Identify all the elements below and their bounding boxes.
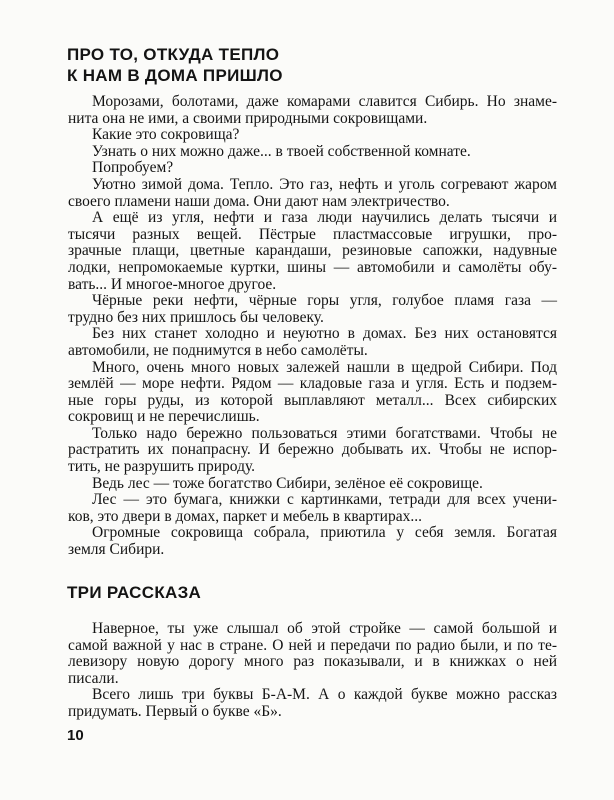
text-line: А ещё из угля, нефти и газа люди научились делать тысячи и [92, 209, 557, 227]
section-heading-1 [67, 44, 283, 86]
text-line: Узнать о них можно даже... в твоей собственной комнате. [92, 142, 471, 160]
paragraph [68, 144, 557, 161]
text-line: растратить их понапрасну. И бережно добывать их. Чтобы не испор- [68, 441, 557, 459]
heading-line: ТРИ РАССКАЗА [67, 583, 202, 602]
paragraph [68, 94, 557, 127]
text-line: Чёрные реки нефти, чёрные горы угля, голубое пламя газа — [92, 292, 557, 310]
text-line: Только надо бережно пользоваться этими богатствами. Чтобы не [92, 424, 557, 442]
paragraph [68, 476, 557, 493]
text-line: Огромные сокровища собрала, приютила у себя земля. Богатая [92, 524, 557, 542]
text-line: тысячи разных вещей. Пёстрые пластмассовые игрушки, про- [68, 225, 557, 243]
text-line: лодки, непромокаемые куртки, шины — автомобили и самолёты обу- [68, 258, 557, 276]
text-line: зрачные плащи, цветные карандаши, резиновые сапожки, надувные [68, 242, 557, 260]
paragraph [68, 492, 557, 525]
text-line: вать... И многое-многое другое. [68, 275, 277, 293]
page-number: 10 [67, 727, 84, 744]
heading-line: К НАМ В ДОМА ПРИШЛО [67, 66, 283, 85]
paragraph [68, 127, 557, 144]
section-1-text [68, 94, 557, 559]
heading-line: ПРО ТО, ОТКУДА ТЕПЛО [67, 45, 280, 64]
text-line: Уютно зимой дома. Тепло. Это газ, нефть и уголь согревают жаром [92, 175, 557, 193]
section-2-text [68, 621, 557, 721]
text-line: сокровищ и не перечислишь. [68, 408, 260, 426]
text-line: своего пламени наши дома. Они дают нам электричество. [68, 192, 450, 210]
text-line: земля Сибири. [68, 541, 165, 559]
text-line: Наверное, ты уже слышал об этой стройке — самой большой и [92, 620, 557, 637]
text-line: Лес — это бумага, книжки с картинками, тетради для всех учени- [92, 491, 557, 509]
paragraph [68, 525, 557, 558]
text-line: левизору новую дорогу много раз показывали, и в книжках о ней [68, 653, 557, 671]
text-line: Морозами, болотами, даже комарами славится Сибирь. Но знаме- [92, 93, 557, 110]
text-line: автомобили, не поднимутся в небо самолёты. [68, 341, 368, 359]
text-line: писали. [68, 669, 119, 687]
paragraph [68, 687, 557, 720]
section-heading-2 [67, 582, 201, 603]
text-line: Ведь лес — тоже богатство Сибири, зелёное её сокровище. [92, 474, 483, 492]
paragraph [68, 160, 557, 177]
text-line: тить, не разрушить природу. [68, 458, 256, 476]
paragraph [68, 293, 557, 326]
paragraph [68, 210, 557, 293]
text-line: ков, это двери в домах, паркет и мебель в квартирах... [68, 507, 422, 525]
text-line: Всего лишь три буквы Б-А-М. А о каждой букве можно рассказ [92, 686, 557, 704]
text-line: землёй — море нефти. Рядом — кладовые газа и угля. Есть и подзем- [68, 375, 557, 393]
text-line: придумать. Первый о букве «Б». [68, 702, 282, 720]
text-line: Много, очень много новых залежей нашли в щедрой Сибири. Под [92, 358, 557, 376]
text-line: Без них станет холодно и неуютно в домах. Без них остановятся [92, 325, 557, 343]
paragraph [68, 326, 557, 359]
text-line: ные горы руды, из которой выплавляют металл... Всех сибирских [68, 391, 557, 409]
paragraph [68, 426, 557, 476]
text-line: Попробуем? [92, 159, 174, 177]
paragraph [68, 177, 557, 210]
text-line: трудно без них пришлось бы человеку. [68, 308, 324, 326]
text-line: Какие это сокровища? [92, 126, 240, 144]
paragraph [68, 360, 557, 426]
paragraph [68, 621, 557, 687]
text-line: самой важной у нас в стране. О ней и передачи по радио были, и по те- [68, 636, 557, 654]
text-line: нита она не ими, а своими природными сокровищами. [68, 109, 428, 127]
